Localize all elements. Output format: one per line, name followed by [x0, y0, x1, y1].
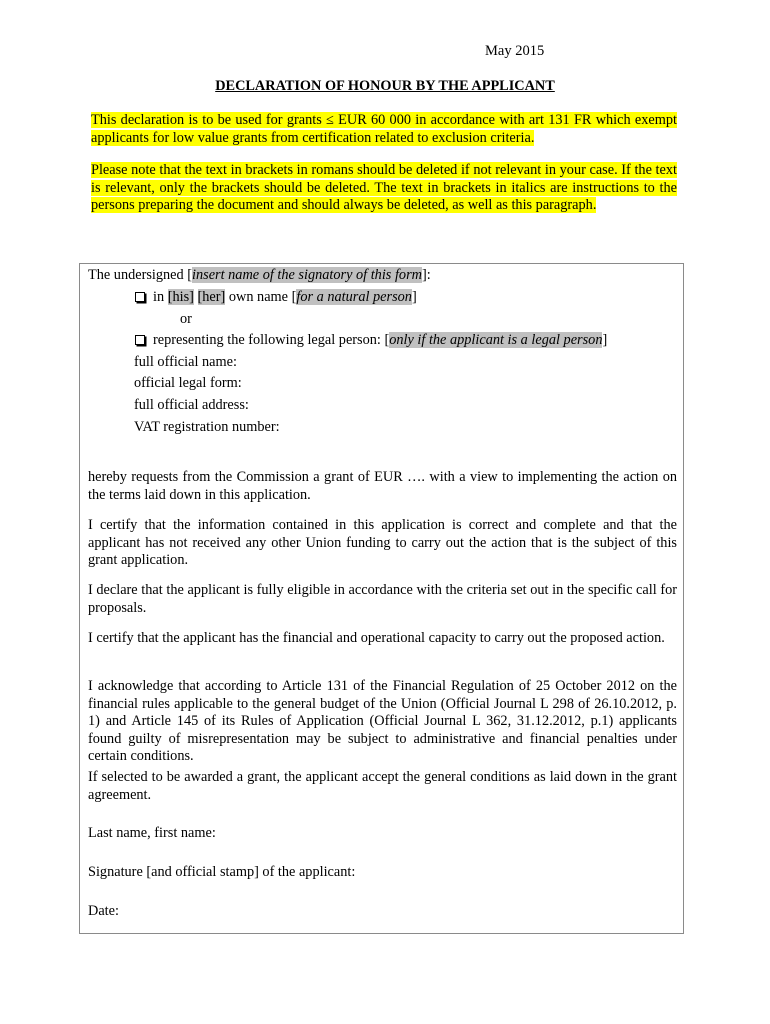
signature-field[interactable]: Signature [and official stamp] of the applicant:: [88, 864, 356, 880]
document-title: DECLARATION OF HONOUR BY THE APPLICANT: [215, 78, 555, 94]
capacity-paragraph: I certify that the applicant has the financial and operational capacity to carry out the proposed action.: [88, 630, 665, 646]
eligibility-paragraph: I declare that the applicant is fully eligible in accordance with the criteria set out in the specific call for proposals.: [88, 582, 677, 616]
checkbox-own-name[interactable]: [135, 292, 145, 302]
option-own-name: in [his] [her] own name [for a natural person]: [135, 289, 417, 306]
general-conditions-paragraph: If selected to be awarded a grant, the applicant accept the general conditions as laid down in the grant agreement.: [88, 769, 677, 803]
field-full-official-name[interactable]: full official name:: [134, 354, 237, 370]
option-legal-person: representing the following legal person: [only if the applicant is a legal person]: [135, 332, 607, 349]
instruction-note-1: [91, 112, 677, 147]
document-date: May 2015: [485, 43, 545, 59]
checkbox-legal-person[interactable]: [135, 335, 145, 345]
certify-information-paragraph: I certify that the information contained in this application is correct and complete and that the applicant has not received any other Union funding to carry out the action that is the subject of this grant application.: [88, 517, 677, 568]
field-vat-registration-number[interactable]: VAT registration number:: [134, 419, 280, 435]
legal-person-instruction: only if the applicant is a legal person: [389, 332, 603, 348]
declaration-form-box: [79, 263, 684, 934]
highlighted-text: This declaration is to be used for grants ≤ EUR 60 000 in accordance with art 131 FR which exempt applicants for low value grants from certification related to exclusion criteria.: [91, 112, 677, 146]
her-option: [her]: [197, 289, 226, 305]
instruction-note-2: [91, 162, 677, 215]
natural-person-instruction: for a natural person: [296, 289, 412, 305]
misrepresentation-paragraph: I acknowledge that according to Article 131 of the Financial Regulation of 25 October 2012 on the financial rules applicable to the general budget of the Union (Official Journal L 298 of 26.10.2012, p. 1) and Article 145 of its Rules of Application (Official Journal L 362, 31.12.2012, p.1) applicants found guilty of misrepresentation may be subject to administrative and financial penalties under certain conditions.: [88, 678, 677, 764]
signatory-name-placeholder[interactable]: insert name of the signatory of this form: [192, 267, 422, 283]
undersigned-line: The undersigned [insert name of the signatory of this form]:: [88, 267, 431, 283]
date-field[interactable]: Date:: [88, 903, 119, 919]
last-name-field[interactable]: Last name, first name:: [88, 825, 216, 841]
field-full-official-address[interactable]: full official address:: [134, 397, 249, 413]
his-option: [his]: [167, 289, 194, 305]
grant-request-paragraph: hereby requests from the Commission a grant of EUR …. with a view to implementing the action on the terms laid down in this application.: [88, 469, 677, 503]
field-official-legal-form[interactable]: official legal form:: [134, 375, 242, 391]
highlighted-text: Please note that the text in brackets in romans should be deleted if not relevant in your case. If the text is relevant, only the brackets should be deleted. The text in brackets in italics are instructions to the persons preparing the document and should always be deleted, as well as this paragraph.: [91, 162, 677, 213]
or-label: or: [180, 311, 192, 327]
